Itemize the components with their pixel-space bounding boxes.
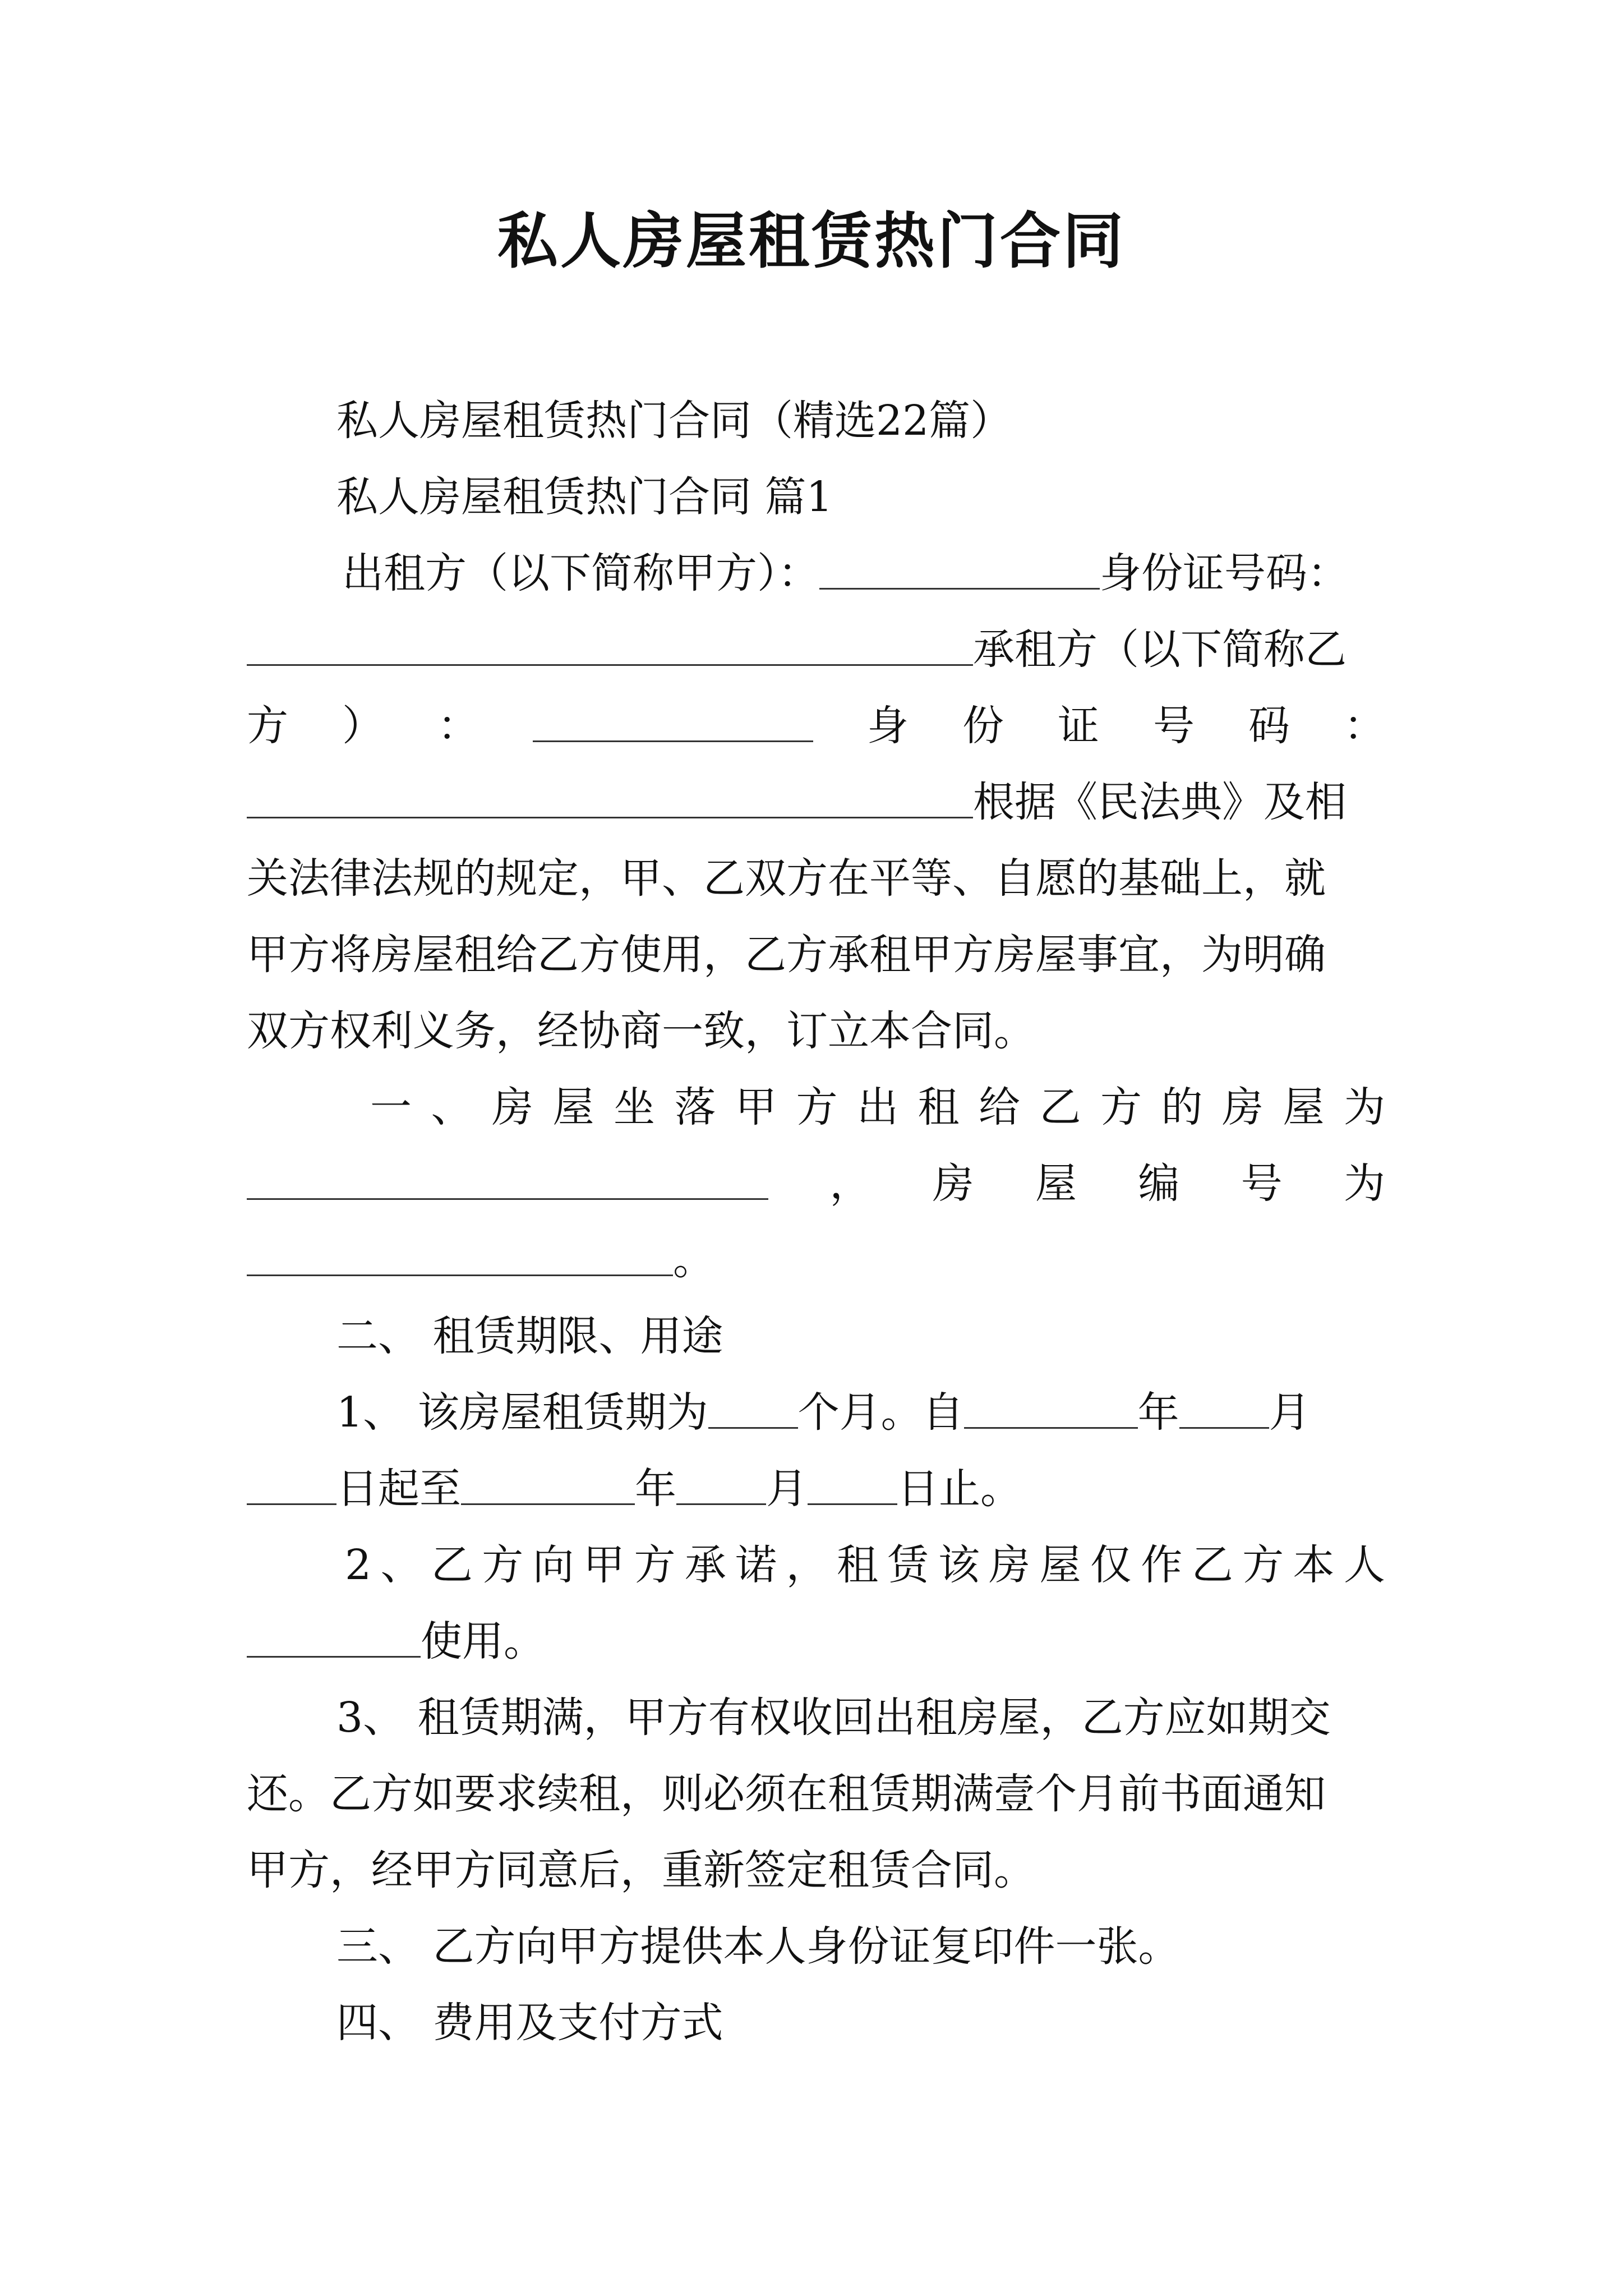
end-day-blank xyxy=(808,1455,897,1505)
months-blank xyxy=(708,1379,798,1429)
start-day-blank xyxy=(247,1455,336,1505)
lease-term-line: 1、 该房屋租赁期为 个月。自 年 月 xyxy=(336,1379,1385,1446)
lessee-line: 承租方（以下简称乙 xyxy=(247,616,1385,683)
preamble-text: 关法律法规的规定，甲、乙双方在平等、自愿的基础上，就 xyxy=(247,854,1326,903)
part-heading: 私人房屋租赁热门合同 篇1 xyxy=(336,473,833,521)
preamble-text: 双方权利义务，经协商一致，订立本合同。 xyxy=(247,1007,1035,1055)
lease-term-line: 日起至 年 月 日止。 xyxy=(247,1455,1385,1522)
usage-line: 使用。 xyxy=(247,1608,1385,1675)
lessor-id-blank xyxy=(247,616,973,666)
section-3-text: 三、 乙方向甲方提供本人身份证复印件一张。 xyxy=(336,1922,1180,1971)
lessee-id-blank xyxy=(247,769,973,818)
start-month-blank xyxy=(1179,1379,1269,1429)
house-number-blank xyxy=(247,1226,673,1276)
lessee-name-blank xyxy=(533,692,813,742)
end-month-blank xyxy=(676,1455,766,1505)
renewal-text: 还。乙方如要求续租，则必须在租赁期满壹个月前书面通知 xyxy=(247,1770,1326,1818)
lessee-id-line: 方 ） ： 身 份 证 号 码 ： xyxy=(247,692,1385,760)
preamble-text: 甲方将房屋租给乙方使用，乙方承租甲方房屋事宜，为明确 xyxy=(247,931,1326,979)
end-year-blank xyxy=(461,1455,635,1505)
house-location-blank xyxy=(247,1150,768,1200)
lessor-line: 出租方（以下简称甲方）： 身份证号码： xyxy=(342,540,1385,607)
section-2-heading: 二、 租赁期限、用途 xyxy=(336,1312,723,1360)
renewal-text: 3、 租赁期满，甲方有权收回出租房屋，乙方应如期交 xyxy=(336,1694,1331,1742)
section-1-line: ， 房 屋 编 号 为 xyxy=(247,1150,1385,1217)
renewal-text: 甲方，经甲方同意后，重新签定租赁合同。 xyxy=(247,1846,1035,1894)
document-subtitle: 私人房屋租赁热门合同（精选22篇） xyxy=(336,397,1012,445)
start-year-blank xyxy=(964,1379,1138,1429)
section-1-line: 。 xyxy=(247,1226,1385,1294)
usage-line: 2 、 乙 方 向 甲 方 承 诺 ， 租 赁 该 房 屋 仅 作 乙 方 本 人 xyxy=(345,1541,1385,1589)
section-4-heading: 四、 费用及支付方式 xyxy=(336,1999,723,2047)
legal-basis-line: 根据《民法典》及相 xyxy=(247,769,1385,836)
document-title: 私人房屋租赁热门合同 xyxy=(497,206,1126,277)
usage-blank xyxy=(247,1608,421,1658)
lessor-name-blank xyxy=(819,540,1100,590)
section-1-line: 一 、 房 屋 坐 落 甲 方 出 租 给 乙 方 的 房 屋 为 xyxy=(370,1083,1385,1131)
